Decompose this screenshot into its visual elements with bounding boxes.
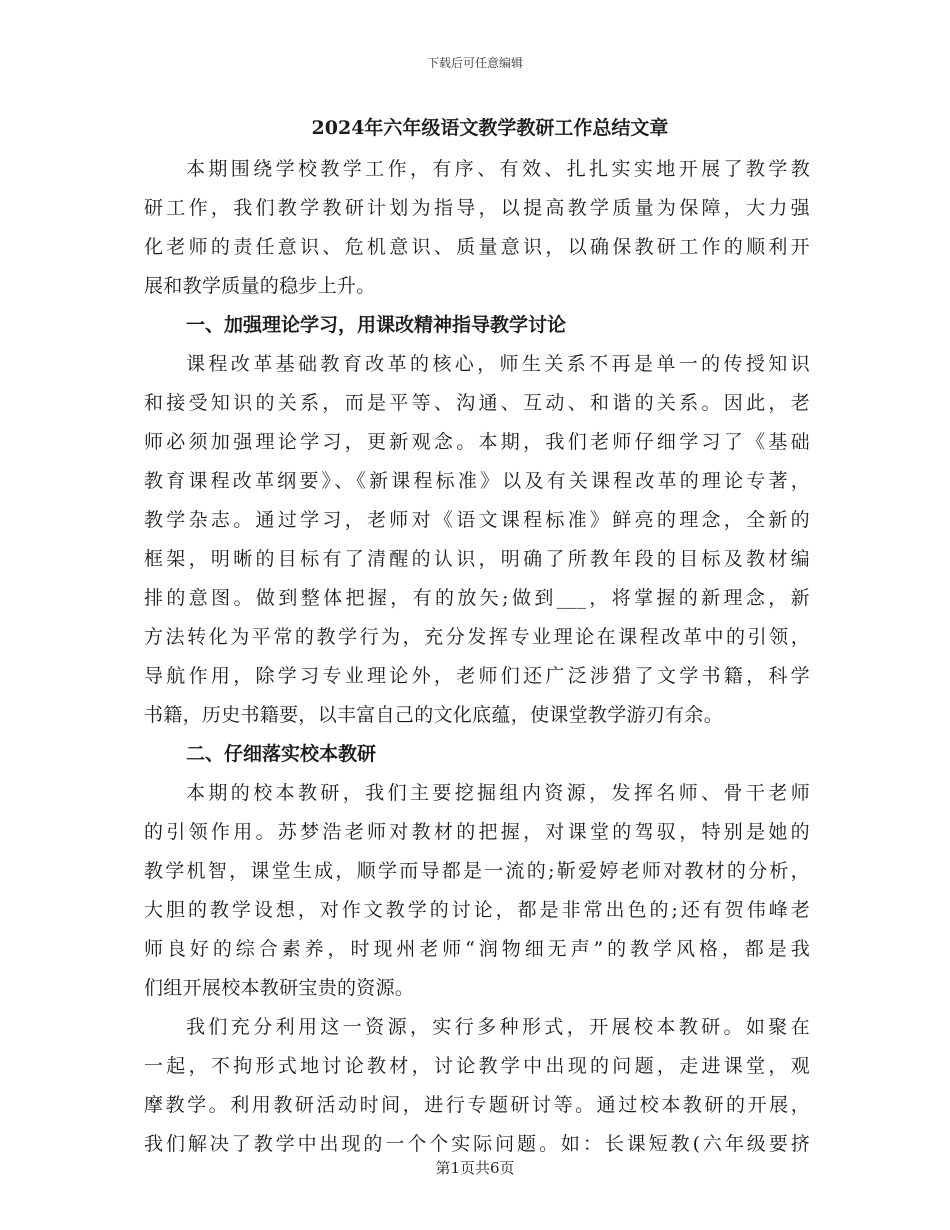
paragraph-line: 方法转化为平常的教学行为，充分发挥专业理论在课程改革中的引领， (144, 626, 810, 648)
paragraph-line: 课程改革基础教育改革的核心，师生关系不再是单一的传授知识 (186, 353, 810, 375)
paragraph-line: 框架，明晰的目标有了清醒的认识，明确了所教年段的目标及教材编 (144, 548, 810, 570)
paragraph-line: 摩教学。利用教研活动时间，进行专题研讨等。通过校本教研的开展， (144, 1094, 810, 1116)
intro-paragraph (144, 150, 810, 306)
section-heading-1: 一、加强理论学习，用课改精神指导教学讨论 (186, 314, 567, 336)
section-2-paragraph-1 (144, 774, 810, 1008)
paragraph-line: 和接受知识的关系，而是平等、沟通、互动、和谐的关系。因此，老 (144, 392, 810, 414)
paragraph-line: 导航作用，除学习专业理论外，老师们还广泛涉猎了文学书籍，科学 (144, 665, 810, 687)
page-header-note: 下载后可任意编辑 (426, 56, 523, 70)
paragraph-line: 教育课程改革纲要》、《新课程标准》以及有关课程改革的理论专著， (144, 470, 810, 492)
section-heading-2: 二、仔细落实校本教研 (186, 743, 377, 765)
paragraph-line: 教学机智，课堂生成，顺学而导都是一流的;靳爱婷老师对教材的分析， (144, 860, 810, 882)
section-2-paragraph-2 (144, 1008, 810, 1164)
paragraph-line: 师必须加强理论学习，更新观念。本期，我们老师仔细学习了《基础 (144, 431, 810, 453)
paragraph-line: 我们解决了教学中出现的一个个实际问题。如：长课短教(六年级要挤 (144, 1133, 810, 1155)
paragraph-line: 一起，不拘形式地讨论教材，讨论教学中出现的问题，走进课堂，观 (144, 1055, 810, 1077)
paragraph-line: 的引领作用。苏梦浩老师对教材的把握，对课堂的驾驭，特别是她的 (144, 821, 810, 843)
paragraph-line: 排的意图。做到整体把握，有的放矢;做到___，将掌握的新理念，新 (144, 587, 810, 609)
paragraph-line: 化老师的责任意识、危机意识、质量意识，以确保教研工作的顺利开 (144, 236, 810, 258)
paragraph-line: 研工作，我们教学教研计划为指导，以提高教学质量为保障，大力强 (144, 197, 810, 219)
paragraph-line: 我们充分利用这一资源，实行多种形式，开展校本教研。如聚在 (186, 1016, 810, 1038)
page-number: 第1页共6页 (435, 1159, 515, 1177)
paragraph-line: 们组开展校本教研宝贵的资源。 (144, 977, 415, 999)
section-1-paragraph-1 (144, 345, 810, 735)
paragraph-line: 本期围绕学校教学工作，有序、有效、扎扎实实地开展了教学教 (186, 158, 810, 180)
paragraph-line: 大胆的教学设想，对作文教学的讨论，都是非常出色的;还有贺伟峰老 (144, 899, 810, 921)
paragraph-line: 书籍，历史书籍要，以丰富自己的文化底蕴，使课堂教学游刃有余。 (144, 704, 724, 726)
document-body (144, 106, 810, 1164)
paragraph-line: 本期的校本教研，我们主要挖掘组内资源，发挥名师、骨干老师 (186, 782, 810, 804)
document-title: 2024年六年级语文教学教研工作总结文章 (311, 117, 669, 139)
paragraph-line: 展和教学质量的稳步上升。 (144, 275, 376, 297)
paragraph-line: 教学杂志。通过学习，老师对《语文课程标准》鲜亮的理念，全新的 (144, 509, 810, 531)
paragraph-line: 师良好的综合素养，时现州老师“润物细无声”的教学风格，都是我 (144, 938, 810, 960)
